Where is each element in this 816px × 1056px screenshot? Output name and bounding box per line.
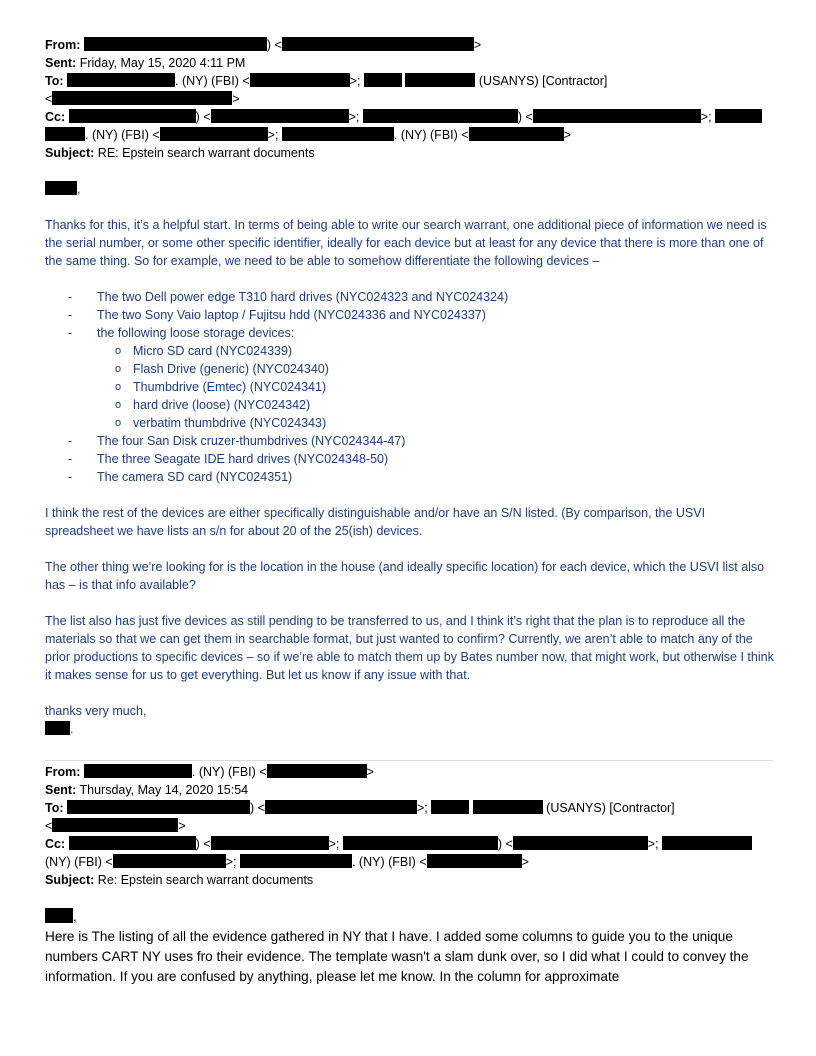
to-label: To: [45,801,64,815]
list-item: - The two Dell power edge T310 hard drives (NYC024323 and NYC024324) [68,290,509,304]
paragraph: Here is The listing of all the evidence gathered in NY that I have. I added some columns to guide you to the unique numbers CART NY uses fro their evidence. The template wasn't a slam dunk over, so I did what I could to convey the information. If you are confused by anything, please let me know. In the column for approximate [45,929,749,984]
redaction [267,764,367,778]
paragraph: Thanks for this, it’s a helpful start. In terms of being able to write our search warrant, one additional piece of information we need is the serial number, or some other specific identifier, ideally for each device but at least for any device that there is more than one of the same thing. So for example, we need to be able to somehow differentiate the following devices – [45,218,767,268]
redaction [473,800,543,814]
cc-segment: . (NY) (FBI) < [85,128,160,142]
redaction [84,764,192,778]
redaction [160,127,268,141]
loose-device-sublist [45,342,775,432]
cc-segment: . (NY) (FBI) < [393,128,469,142]
subject-value: RE: Epstein search warrant documents [97,146,315,160]
sent-label: Sent: [45,56,77,70]
subject-label: Subject: [45,873,95,887]
redaction [431,800,469,814]
list-item: o Micro SD card (NYC024339) [115,344,293,358]
sent-value: Friday, May 15, 2020 4:11 PM [79,56,246,70]
list-item: o hard drive (loose) (NYC024342) [115,398,311,412]
redaction [45,181,77,195]
list-item: o Thumbdrive (Emtec) (NYC024341) [115,380,327,394]
msg1-to-line [45,72,775,90]
redaction [52,818,178,832]
msg2-from-line: From: . (NY) (FBI) < > [45,765,374,779]
email-document [45,36,775,987]
redaction [84,37,267,51]
redaction [469,127,564,141]
sent-value: Thursday, May 14, 2020 15:54 [79,783,249,797]
list-item: o Flash Drive (generic) (NYC024340) [115,362,329,376]
to-segment: . (NY) (FBI) < [175,74,250,88]
to-segment: (USANYS) [Contractor] [478,74,608,88]
list-item: - The four San Disk cruzer-thumbdrives (NYC024344-47) [68,434,406,448]
from-label: From: [45,765,81,779]
redaction [67,73,175,87]
list-item: - The two Sony Vaio laptop / Fujitsu hdd (NYC024336 and NYC024337) [68,308,486,322]
msg1-cc-line-2: . (NY) (FBI) < >; . (NY) (FBI) < > [45,126,775,144]
redaction [45,127,85,141]
msg2-sent-line [45,781,775,799]
subject-label: Subject: [45,146,95,160]
msg1-subject-line [45,144,775,162]
greeting: , [45,180,775,198]
msg1-to-line-2: < > [45,92,240,106]
cc-label: Cc: [45,837,66,851]
redaction [67,800,250,814]
paragraph: The list also has just five devices as still pending to be transferred to us, and I think it’s right that the plan is to reproduce all the materials so that we can get them in searchable format, but just wanted to confirm? Currently, we aren’t able to match any of the prior productions to specific devices – so if we’re able to match them up by Bates number now, that might work, but otherwise I think it makes sense for us to get everything. But let us know if any issue with that. [45,614,774,682]
to-label: To: [45,74,64,88]
redaction [113,854,226,868]
cc-segment: (NY) (FBI) < [45,855,113,869]
msg2-subject-line [45,871,775,889]
cc-label: Cc: [45,110,66,124]
redaction [343,836,498,850]
list-item: - the following loose storage devices: [68,326,295,340]
msg2-cc-line: Cc: ) < >; ) < >; [45,835,775,853]
redaction [211,109,349,123]
paragraph: I think the rest of the devices are either specifically distinguishable and/or have an S/N listed. (By comparison, the USVI spreadsheet we have lists an s/n for about 20 of the 25(ish) devices. [45,506,706,538]
to-segment: (USANYS) [Contractor] [546,801,675,815]
redaction [662,836,752,850]
redaction [265,800,417,814]
list-item: - The camera SD card (NYC024351) [68,470,293,484]
redaction [715,109,762,123]
redaction [52,91,232,105]
msg2-to-line: To: ) < >; (USANYS) [Contractor] [45,801,675,815]
redaction [45,908,73,923]
msg2-to-line-2: < > [45,819,186,833]
redaction [69,109,196,123]
msg1-cc-line: Cc: ) < >; ) < >; [45,108,775,126]
to-segment: >; [349,74,361,88]
redaction [282,127,394,141]
cc-segment: . (NY) (FBI) < [351,855,427,869]
redaction [513,836,648,850]
subject-value: Re: Epstein search warrant documents [97,873,314,887]
redaction [211,836,329,850]
paragraph: The other thing we’re looking for is the location in the house (and ideally specific location) for each device, which the USVI list also has – is that info available? [45,560,765,592]
redaction [427,854,522,868]
redaction [45,721,70,735]
greeting: , [45,907,775,927]
redaction [363,109,518,123]
redaction [364,73,402,87]
msg1-sent-line [45,54,775,72]
from-label: From: [45,38,81,52]
redaction [405,73,475,87]
from-segment: . (NY) (FBI) < [191,765,267,779]
redaction [533,109,701,123]
redaction [250,73,350,87]
signoff: thanks very much, [45,704,147,718]
redaction [240,854,352,868]
msg2-body [45,907,775,987]
msg2-cc-line-2: (NY) (FBI) < >; . (NY) (FBI) < > [45,855,529,869]
sent-label: Sent: [45,783,77,797]
redaction [282,37,474,51]
device-list [45,288,775,342]
signature: . [45,720,775,738]
redaction [69,836,196,850]
msg1-body [45,180,775,738]
msg1-from-line: From: ) < > [45,38,482,52]
list-item: o verbatim thumbdrive (NYC024343) [115,416,327,430]
list-item: - The three Seagate IDE hard drives (NYC024348-50) [68,452,389,466]
device-list [45,432,775,486]
